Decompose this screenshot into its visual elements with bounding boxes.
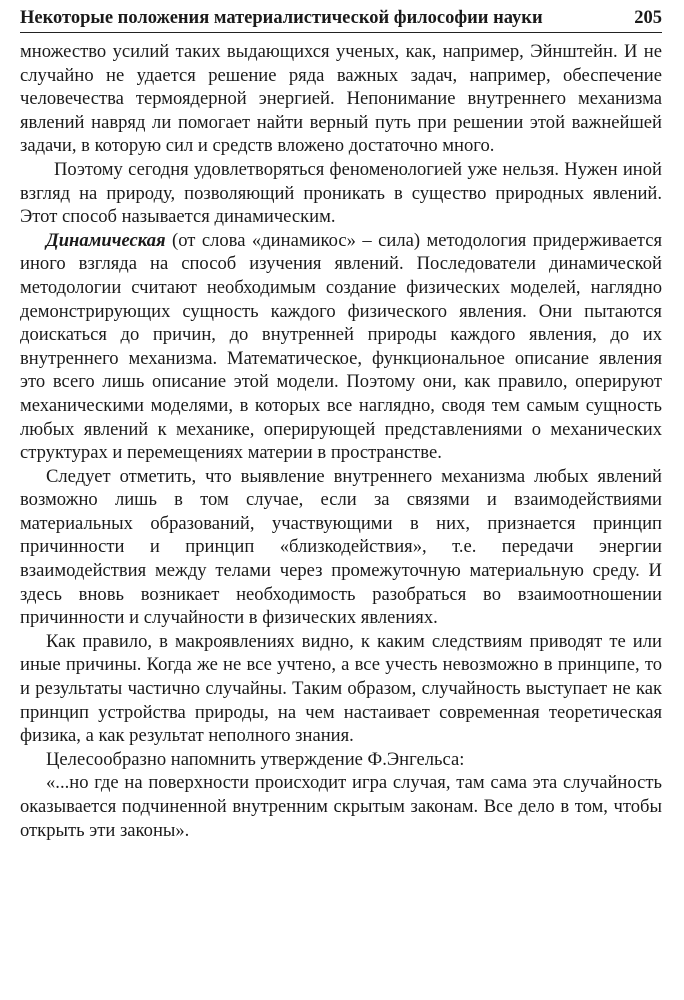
- running-header-title: Некоторые положения материалистической философии науки: [20, 8, 543, 28]
- paragraph-text: Как правило, в макроявлениях видно, к каким следствиям приводят те или иные причины. Когда же не все учтено, а все учесть невозможно в принципе, то и результаты частично случайны. Таким образом, случайность выступает не как принцип устройства природы, на чем настаивает современная теоретическая физика, а как результат неполного знания.: [20, 630, 662, 747]
- paragraph: [20, 748, 662, 772]
- paragraph: [20, 158, 662, 229]
- paragraph: [20, 229, 662, 465]
- body-text: [20, 40, 662, 842]
- paragraph-text: Поэтому сегодня удовлетворяться феноменологией уже нельзя. Нужен иной взгляд на природу, позволяющий проникать в существо природных явлений. Этот способ называется динамическим.: [20, 158, 662, 228]
- running-header: [20, 4, 662, 33]
- quotation: [20, 771, 662, 842]
- paragraph-text: Следует отметить, что выявление внутреннего механизма любых явлений возможно лишь в том случае, если за связями и взаимодействиями материальных образований, участвующими в них, признается принцип причинности и принцип «близкодействия», т.е. передачи энергии взаимодействия между телами через промежуточную материальную среду. И здесь вновь возникает необходимость разобраться во взаимоотношении причинности и случайности в физических явлениях.: [20, 465, 662, 629]
- page-number: 205: [634, 8, 662, 28]
- paragraph-text: множество усилий таких выдающихся ученых, как, например, Эйнштейн. И не случайно не удается решение ряда важных задач, например, обеспечение человечества термоядерной энергией. Непонимание внутреннего механизма явлений навряд ли помогает найти верный путь при решении этой важнейшей задачи, в которую сил и средств вложено достаточно много.: [20, 41, 662, 157]
- paragraph-text: Целесообразно напомнить утверждение Ф.Энгельса:: [46, 748, 465, 770]
- paragraph: [20, 630, 662, 748]
- paragraph: [20, 40, 662, 158]
- quotation-text: «...но где на поверхности происходит игра случая, там сама эта случайность оказывается подчиненной внутренним скрытым законам. Все дело в том, чтобы открыть эти законы».: [20, 772, 662, 841]
- defined-term: Динамическая: [46, 229, 166, 251]
- paragraph: [20, 465, 662, 630]
- paragraph-text: (от слова «динамикос» – сила) методология придерживается иного взгляда на способ изучения явлений. Последователи динамической методологии считают необходимым создание физических моделей, наглядно демонстрирующих сущность каждого физического явления. Они пытаются доискаться до причин, до внутренней природы каждого явления, до их внутреннего механизма. Математическое, функциональное описание явления это всего лишь описание этой модели. Поэтому они, как правило, оперируют механическими моделями, в которых все наглядно, сводя тем самым сущность любых явлений к механике, оперирующей представлениями о механических структурах и перемещениях материи в пространстве.: [20, 229, 662, 464]
